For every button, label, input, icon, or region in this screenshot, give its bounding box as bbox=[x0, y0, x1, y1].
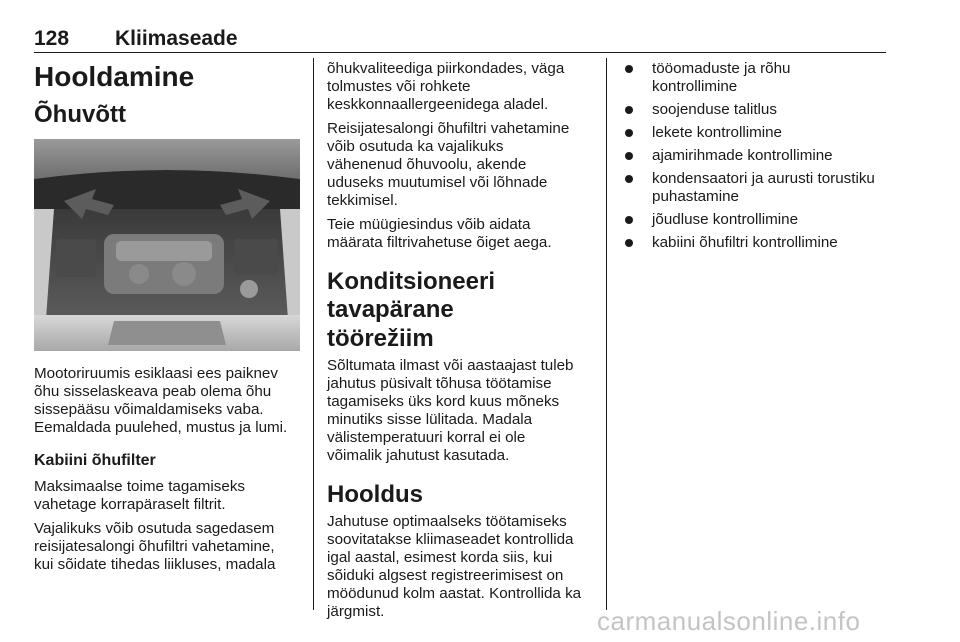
service-checklist bbox=[620, 60, 892, 252]
paragraph-line: vahetage korrapäraselt filtrit. bbox=[34, 496, 226, 514]
photo-caption-line: Mootoriruumis esiklaasi ees paiknev bbox=[34, 365, 278, 383]
column-3 bbox=[620, 60, 892, 257]
paragraph-line: Reisijatesalongi õhufiltri vahetamine bbox=[327, 120, 570, 137]
paragraph-line: võimalik jahutust kasutada. bbox=[327, 446, 510, 464]
list-item: ajamirihmade kontrollimine bbox=[620, 147, 892, 165]
paragraph-line: Maksimaalse toime tagamiseks bbox=[34, 478, 246, 496]
bullet-icon bbox=[625, 239, 633, 247]
bullet-icon bbox=[625, 129, 633, 137]
paragraph-line: uduseks muutumisel või lõhnade bbox=[327, 174, 548, 191]
ac-section-title: töörežiim bbox=[327, 324, 434, 352]
paragraph-line: vähenenud õhuvoolu, akende bbox=[327, 156, 527, 173]
column-divider-1 bbox=[313, 58, 314, 610]
paragraph-line: jahutus püsivalt tõhusa töötamise bbox=[327, 374, 552, 392]
paragraph-line: välistemperatuuri korral ei ole bbox=[327, 428, 526, 446]
service-section-title: Hooldus bbox=[327, 480, 423, 508]
list-item: tööomaduste ja rõhu kontrollimine bbox=[620, 60, 892, 96]
section-title: Hooldamine bbox=[34, 61, 195, 92]
paragraph-line: Vajalikuks võib osutuda sagedasem bbox=[34, 520, 275, 538]
list-item: kabiini õhufiltri kontrollimine bbox=[620, 234, 892, 252]
paragraph-line: tagamiseks üks kord kuus mõneks bbox=[327, 392, 560, 410]
paragraph-line: igal aastal, esimest korda siis, kui bbox=[327, 549, 553, 567]
cabin-filter-title: Kabiini õhufilter bbox=[34, 452, 156, 470]
chapter-title: Kliimaseade bbox=[115, 27, 238, 50]
bullet-icon bbox=[625, 216, 633, 224]
column-2 bbox=[327, 60, 593, 621]
list-item: lekete kontrollimine bbox=[620, 124, 892, 142]
header-rule bbox=[34, 52, 886, 53]
column-divider-2 bbox=[606, 58, 607, 610]
photo-caption-line: õhu sisselaskeava peab olema õhu bbox=[34, 383, 272, 401]
watermark-link[interactable]: carmanualsonline.info bbox=[597, 606, 861, 636]
paragraph-line: Teie müügiesindus võib aidata bbox=[327, 216, 531, 233]
paragraph-line: soovitatakse kliimaseadet kontrollida bbox=[327, 531, 574, 549]
photo-caption-line: Eemaldada puulehed, mustus ja lumi. bbox=[34, 419, 288, 437]
photo-caption-line: sissepääsu võimaldamiseks vaba. bbox=[34, 401, 264, 419]
paragraph-line: Jahutuse optimaalseks töötamiseks bbox=[327, 513, 567, 531]
paragraph-line: õhukvaliteediga piirkondades, väga bbox=[327, 60, 565, 77]
list-item: jõudluse kontrollimine bbox=[620, 211, 892, 229]
ac-section-title: Konditsioneeri tavapärane bbox=[327, 268, 496, 324]
paragraph-line: sõiduki algsest registreerimisest on bbox=[327, 567, 564, 585]
bullet-icon bbox=[625, 106, 633, 114]
engine-bay-photo bbox=[34, 139, 300, 351]
paragraph-line: möödunud kolm aastat. Kontrollida ka bbox=[327, 585, 582, 603]
list-item: kondensaatori ja aurusti torustiku puhastamine bbox=[620, 170, 892, 206]
paragraph-line: võib osutuda ka vajalikuks bbox=[327, 138, 504, 155]
paragraph-line: Sõltumata ilmast või aastaajast tuleb bbox=[327, 356, 574, 374]
paragraph-line: järgmist. bbox=[327, 603, 385, 621]
paragraph-line: keskkonnaallergeenidega aladel. bbox=[327, 96, 549, 113]
bullet-icon bbox=[625, 65, 633, 73]
paragraph-line: määrata filtrivahetuse õiget aega. bbox=[327, 234, 552, 251]
bullet-icon bbox=[625, 175, 633, 183]
paragraph-line: kui sõidate tihedas liikluses, madala bbox=[34, 556, 276, 574]
list-item: soojenduse talitlus bbox=[620, 101, 892, 119]
column-1 bbox=[34, 60, 300, 574]
bullet-icon bbox=[625, 152, 633, 160]
subsection-title: Õhuvõtt bbox=[34, 101, 126, 129]
paragraph-line: tekkimisel. bbox=[327, 192, 398, 209]
page-number: 128 bbox=[34, 27, 70, 50]
paragraph-line: tolmustes või rohkete bbox=[327, 78, 471, 95]
paragraph-line: minutiks sisse lülitada. Madala bbox=[327, 410, 533, 428]
paragraph-line: reisijatesalongi õhufiltri vahetamine, bbox=[34, 538, 275, 556]
